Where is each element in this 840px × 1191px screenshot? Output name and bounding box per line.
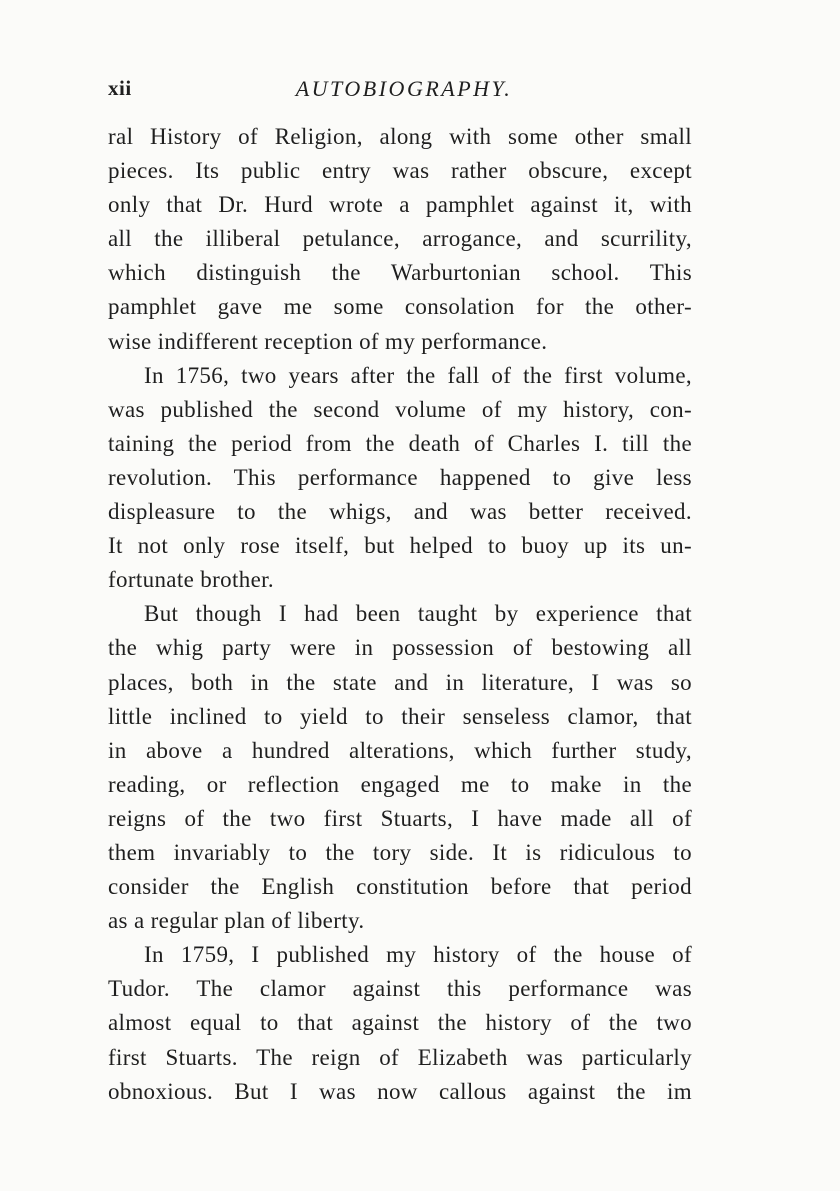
text-line: all the illiberal petulance, arrogance, and scurrility, xyxy=(108,226,692,252)
body-text xyxy=(108,120,692,1109)
page-header xyxy=(108,72,700,106)
text-line: obnoxious. But I was now callous against the im xyxy=(108,1078,692,1104)
text-line: In 1759, I published my history of the house of xyxy=(144,942,692,968)
text-line: the whig party were in possession of bestowing all xyxy=(108,635,692,661)
text-line: reading, or reflection engaged me to make in the xyxy=(108,771,692,797)
text-line: wise indifferent reception of my performance. xyxy=(108,328,548,354)
text-line: pieces. Its public entry was rather obscure, except xyxy=(108,158,692,184)
text-line: fortunate brother. xyxy=(108,567,274,593)
text-line: as a regular plan of liberty. xyxy=(108,908,365,934)
paragraph-2 xyxy=(108,359,692,598)
text-line: In 1756, two years after the fall of the first volume, xyxy=(144,362,692,388)
text-line: places, both in the state and in literature, I was so xyxy=(108,669,692,695)
text-line: was published the second volume of my history, con- xyxy=(108,396,692,422)
text-line: only that Dr. Hurd wrote a pamphlet against it, with xyxy=(108,192,692,218)
text-line: pamphlet gave me some consolation for the other- xyxy=(108,294,692,320)
text-line: them invariably to the tory side. It is ridiculous to xyxy=(108,839,692,865)
text-line: Tudor. The clamor against this performance was xyxy=(108,976,692,1002)
text-line: consider the English constitution before that period xyxy=(108,874,692,900)
text-line: in above a hundred alterations, which further study, xyxy=(108,737,692,763)
text-line: first Stuarts. The reign of Elizabeth was particularly xyxy=(108,1044,692,1070)
paragraph-4 xyxy=(108,938,692,1108)
text-line: which distinguish the Warburtonian school. This xyxy=(108,260,692,286)
paragraph-3 xyxy=(108,597,692,938)
text-line: revolution. This performance happened to give less xyxy=(108,464,692,490)
text-line: It not only rose itself, but helped to buoy up its un- xyxy=(108,533,692,559)
text-line: almost equal to that against the history of the two xyxy=(108,1010,692,1036)
text-line: taining the period from the death of Charles I. till the xyxy=(108,430,692,456)
text-line: But though I had been taught by experience that xyxy=(144,601,692,627)
paragraph-1 xyxy=(108,120,692,359)
running-head: AUTOBIOGRAPHY. xyxy=(295,76,513,101)
text-line: displeasure to the whigs, and was better received. xyxy=(108,499,692,525)
text-line: little inclined to yield to their senseless clamor, that xyxy=(108,703,692,729)
page-number: xii xyxy=(108,76,132,100)
text-line: ral History of Religion, along with some other small xyxy=(108,124,692,149)
text-line: reigns of the two first Stuarts, I have made all of xyxy=(108,805,692,831)
